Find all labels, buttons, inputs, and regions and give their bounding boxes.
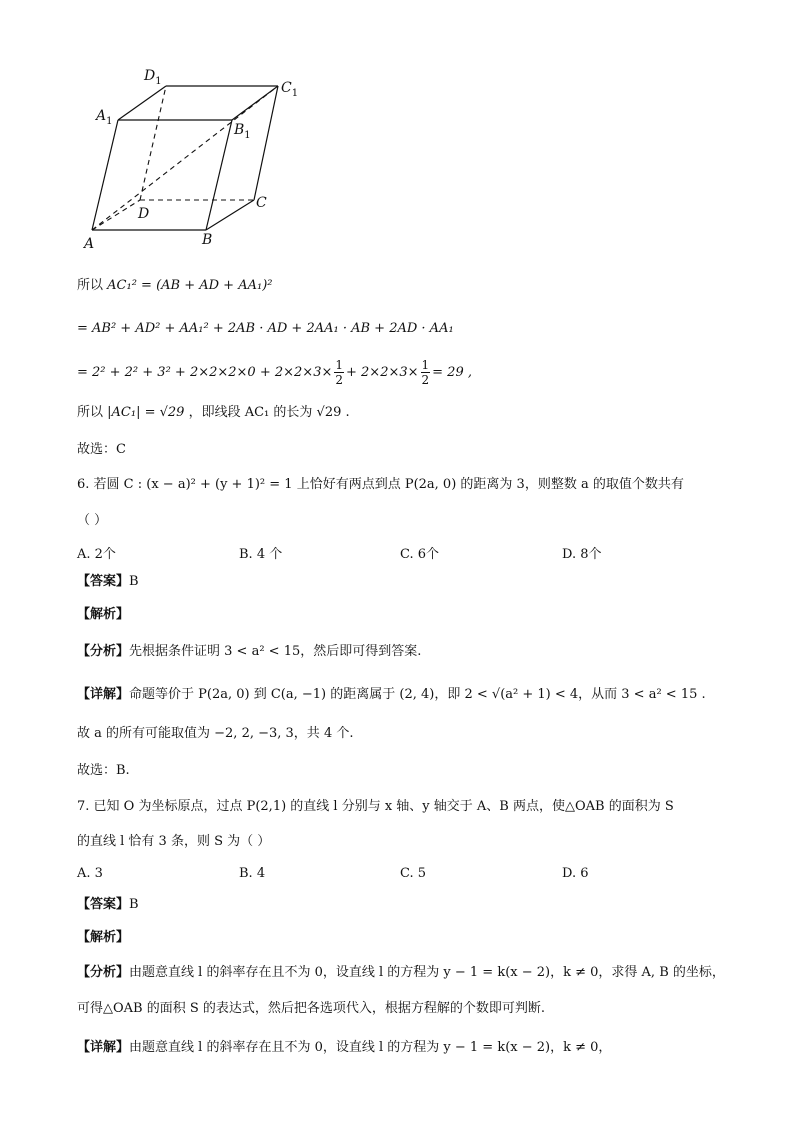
fraction-half: $\frac{1}{2}$	[421, 358, 430, 387]
label-B: B	[202, 232, 213, 248]
q6-option-d: D. 8个	[562, 547, 602, 562]
q6-xiangjie: 【详解】命题等价于 P(2a, 0) 到 C(a, −1) 的距离属于 (2, 4)，即 2 < √(a² + 1) < 4，从而 3 < a² < 15 .	[77, 687, 706, 702]
q6-fenxi: 【分析】先根据条件证明 3 < a² < 15，然后即可得到答案.	[77, 644, 422, 659]
solution5-line2: = AB² + AD² + AA₁² + 2AB · AD + 2AA₁ · AB + 2AD · AA₁	[77, 321, 454, 336]
q7-analysis-header: 【解析】	[77, 930, 130, 945]
q6-final: 故选：B.	[77, 763, 130, 778]
q6-analysis-header: 【解析】	[77, 607, 130, 622]
edge-B-C	[206, 200, 254, 230]
q7-option-d: D. 6	[562, 866, 589, 881]
label-D: D	[138, 206, 150, 222]
solution5-answer: 故选：C	[77, 442, 126, 457]
edge-A-C1	[92, 86, 278, 230]
q6-stem-paren: （ ）	[77, 513, 108, 528]
solution5-line4: 所以 |AC₁| = √29 ，即线段 AC₁ 的长为 √29 .	[77, 405, 350, 420]
q7-option-c: C. 5	[400, 866, 427, 881]
parallelepiped-figure	[78, 62, 318, 252]
q6-values: 故 a 的所有可能取值为 −2, 2, −3, 3，共 4 个.	[77, 726, 354, 741]
q6-stem: 6. 若圆 C : (x − a)² + (y + 1)² = 1 上恰好有两点到点 P(2a, 0) 的距离为 3，则整数 a 的取值个数共有	[77, 477, 684, 492]
q7-option-b: B. 4	[239, 866, 266, 881]
edge-A-D	[92, 200, 140, 230]
edge-C-C1	[254, 86, 278, 200]
q7-fenxi-cont: 可得△OAB 的面积 S 的表达式，然后把各选项代入，根据方程解的个数即可判断.	[77, 1001, 546, 1016]
label-C: C	[256, 195, 267, 211]
solution5-line3: = 2² + 2² + 3² + 2×2×2×0 + 2×2×3× $\frac{1}{2}$ + 2×2×3× $\frac{1}{2}$ = 29 ,	[77, 358, 472, 387]
label-C1: $C_1$	[281, 80, 299, 99]
label-B1: $B_1$	[234, 122, 251, 141]
label-D1: $D_1$	[144, 68, 162, 87]
fraction-half: $\frac{1}{2}$	[335, 358, 343, 387]
edge-B-B1	[206, 120, 232, 230]
label-A: A	[84, 236, 95, 252]
q6-option-c: C. 6个	[400, 547, 440, 562]
q7-fenxi: 【分析】由题意直线 l 的斜率存在且不为 0，设直线 l 的方程为 y − 1 = k(x − 2)，k ≠ 0，求得 A, B 的坐标，	[77, 965, 725, 980]
label-A1: $A_1$	[96, 108, 113, 127]
q7-xiangjie: 【详解】由题意直线 l 的斜率存在且不为 0，设直线 l 的方程为 y − 1 = k(x − 2)，k ≠ 0，	[77, 1040, 612, 1055]
edge-A1-D1	[118, 86, 166, 120]
q7-answer: 【答案】B	[77, 897, 139, 912]
solution5-line1: 所以 AC₁² = (AB + AD + AA₁)²	[77, 278, 273, 293]
q7-option-a: A. 3	[77, 866, 103, 881]
q6-answer: 【答案】B	[77, 574, 139, 589]
q6-option-b: B. 4 个	[239, 547, 283, 562]
edge-D-D1	[140, 86, 166, 200]
q7-stem-cont: 的直线 l 恰有 3 条，则 S 为（ ）	[77, 834, 271, 849]
q7-stem: 7. 已知 O 为坐标原点，过点 P(2,1) 的直线 l 分别与 x 轴、y 轴交于 A、B 两点，使△OAB 的面积为 S	[77, 799, 674, 814]
q6-option-a: A. 2个	[77, 547, 116, 562]
